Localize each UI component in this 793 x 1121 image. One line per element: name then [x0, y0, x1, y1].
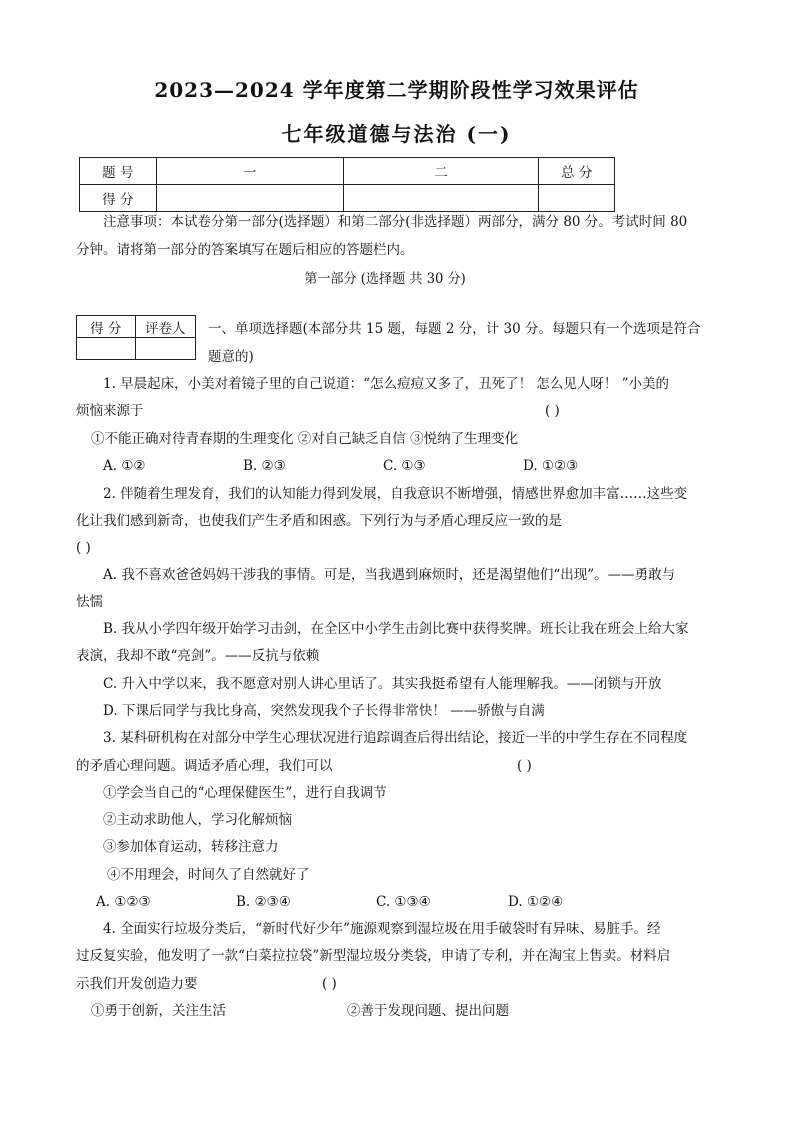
- q2-option-a-line2: 怯懦: [76, 594, 103, 610]
- q1-answer-paren: ( ): [545, 403, 560, 419]
- q3-statement-4: ④不用理会，时间久了自然就好了: [107, 867, 310, 883]
- score-table-header-cell: 总 分: [539, 158, 615, 185]
- part1-title: 第一部分 (选择题 共 30 分): [304, 271, 466, 287]
- section1-heading: 一、单项选择题(本部分共 15 题，每题 2 分，计 30 分。每题只有一个选项是符合: [208, 321, 701, 337]
- q2-answer-paren: ( ): [76, 540, 91, 556]
- grader-name-label: 评卷人: [135, 316, 196, 338]
- q3-statement-3: ③参加体育运动，转移注意力: [103, 839, 279, 855]
- q3-stem-line2: 的矛盾心理问题。调适矛盾心理，我们可以: [76, 758, 333, 774]
- score-table-score-row: [80, 185, 615, 212]
- q2-option-a-line1: A. 我不喜欢爸爸妈妈干涉我的事情。可是，当我遇到麻烦时，还是渴望他们“出现”。——勇敢与: [103, 567, 676, 583]
- q1-option-c: C. ①③: [383, 458, 426, 474]
- score-table-header-cell: 一: [156, 158, 343, 185]
- q3-statement-1: ①学会当自己的“心理保健医生”，进行自我调节: [103, 785, 387, 801]
- grader-name-cell[interactable]: [135, 338, 196, 360]
- q3-option-c: C. ①③④: [376, 894, 431, 910]
- q3-answer-paren: ( ): [517, 758, 532, 774]
- q4-statement-2: ②善于发现问题、提出问题: [347, 1003, 509, 1019]
- q4-answer-paren: ( ): [322, 976, 337, 992]
- q1-statements: ①不能正确对待青春期的生理变化 ②对自己缺乏自信 ③悦纳了生理变化: [91, 431, 519, 447]
- q3-option-d: D. ①②④: [508, 894, 564, 910]
- q1-option-b: B. ②③: [243, 458, 286, 474]
- grader-table: [76, 315, 196, 360]
- q4-stem-line3: 示我们开发创造力要: [76, 976, 198, 992]
- q3-option-a: A. ①②③: [96, 894, 151, 910]
- grader-score-label: 得 分: [77, 316, 136, 338]
- page-subtitle: 七年级道德与法治 (一): [281, 122, 512, 146]
- grader-score-cell[interactable]: [77, 338, 136, 360]
- q1-stem-line2: 烦恼来源于: [76, 403, 144, 419]
- score-cell-part2[interactable]: [343, 185, 539, 212]
- q2-stem-line1: 2. 伴随着生理发育，我们的认知能力得到发展，自我意识不断增强，情感世界愈加丰富……这些变: [103, 486, 688, 502]
- page-title: 2023—2024 学年度第二学期阶段性学习效果评估: [154, 78, 639, 102]
- notice-line2: 分钟。请将第一部分的答案填写在题后相应的答题栏内。: [76, 242, 414, 258]
- q2-option-d: D. 下课后同学与我比身高，突然发现我个子长得非常快！ ——骄傲与自满: [103, 703, 545, 719]
- score-row-label: 得 分: [80, 185, 157, 212]
- score-cell-total[interactable]: [539, 185, 615, 212]
- q4-statement-1: ①勇于创新，关注生活: [91, 1003, 226, 1019]
- q3-statement-2: ②主动求助他人，学习化解烦恼: [103, 812, 292, 828]
- notice-line1: 注意事项：本试卷分第一部分(选择题）和第二部分(非选择题）两部分，满分 80 分。考试时间 80: [103, 214, 688, 230]
- score-cell-part1[interactable]: [156, 185, 343, 212]
- q3-stem-line1: 3. 某科研机构在对部分中学生心理状况进行追踪调查后得出结论，接近一半的中学生存在不同程度: [103, 730, 688, 746]
- q2-option-b-line2: 表演，我却不敢“亮剑”。——反抗与依赖: [76, 648, 320, 664]
- score-table: [79, 157, 615, 212]
- q1-stem-line1: 1. 早晨起床，小美对着镜子里的自己说道：“怎么痘痘又多了，丑死了！ 怎么见人呀！ ”小美的: [103, 376, 670, 392]
- q2-option-c: C. 升入中学以来，我不愿意对别人讲心里话了。其实我挺希望有人能理解我。——闭锁与开放: [103, 676, 662, 692]
- score-table-header-cell: 题 号: [80, 158, 157, 185]
- q1-option-d: D. ①②③: [523, 458, 579, 474]
- section1-heading-cont: 题意的): [208, 349, 254, 365]
- score-table-header-row: [80, 158, 615, 185]
- q4-stem-line1: 4. 全面实行垃圾分类后，“新时代好少年”施源观察到湿垃圾在用手破袋时有异味、易脏手。经: [103, 921, 661, 937]
- score-table-header-cell: 二: [343, 158, 539, 185]
- q4-stem-line2: 过反复实验，他发明了一款“白菜拉拉袋”新型湿垃圾分类袋，申请了专利，并在淘宝上售卖。材料启: [76, 948, 671, 964]
- q3-option-b: B. ②③④: [236, 894, 291, 910]
- q1-option-a: A. ①②: [103, 458, 146, 474]
- q2-option-b-line1: B. 我从小学四年级开始学习击剑，在全区中小学生击剑比赛中获得奖牌。班长让我在班会上给大家: [103, 621, 689, 637]
- q2-stem-line2: 化让我们感到新奇，也使我们产生矛盾和困惑。下列行为与矛盾心理反应一致的是: [76, 513, 562, 529]
